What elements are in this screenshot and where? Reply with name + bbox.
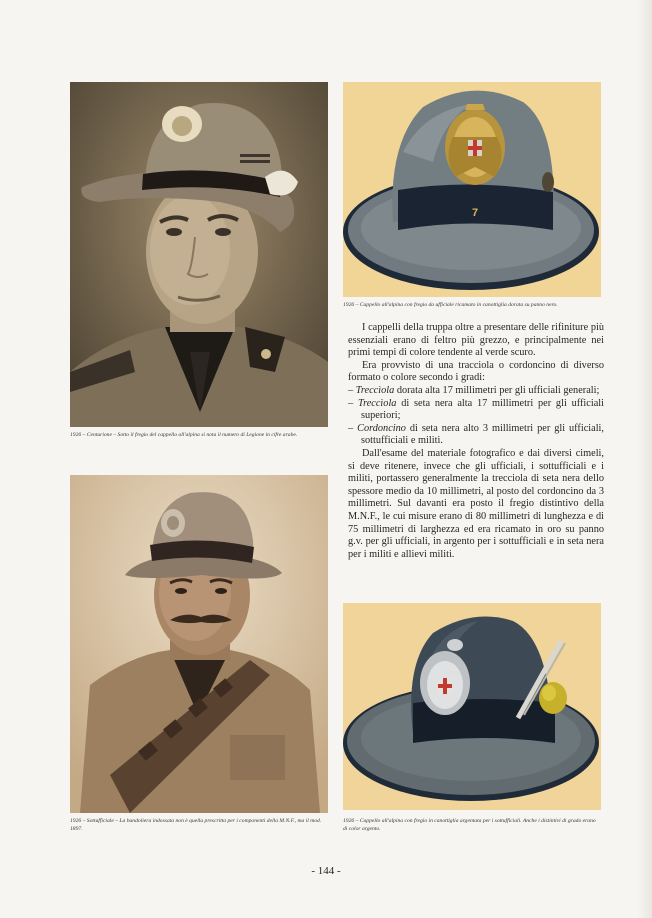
- caption-photo-bottom-right: 1926 – Cappello all'alpina con fregio in canottiglia argentata per i sottufficiali. Anche i distintivi di grado erano di color argento.: [343, 818, 596, 832]
- photo-nco-hat: [343, 603, 601, 810]
- paragraph: I cappelli della truppa oltre a presentare delle rifiniture più essenziali erano di feltro più grezzo, e principalmente nei primi tempi di colore tendente al verde scuro.: [348, 322, 604, 359]
- hat-number: 7: [471, 207, 479, 219]
- paragraph: Dall'esame del materiale fotografico e dai diversi cimeli, si deve ritenere, invece che gli ufficiali, i sottufficiali e i militi, portassero generalmente la trecciola di seta nera dello spessore medio da 10 millimetri, al posto del cordoncino da 3 millimetri. Sul davanti era posto il fregio distintivo della M.N.F., le cui misure erano di 80 millimetri di lunghezza e di 75 millimetri di larghezza ed era ricamato in oro su panno g.v. per gli ufficiali, in argento per i sottufficiali e in seta nera per i militi e allievi militi.: [348, 447, 604, 560]
- list-item: – Treccìola dorata alta 17 millimetri per gli ufficiali generali;: [348, 384, 600, 396]
- photo-centurione: [70, 82, 328, 427]
- list-item: – Cordoncino di seta nera alto 3 millimetri per gli ufficiali, sottufficiali e militi.: [348, 422, 604, 447]
- page-edge: [638, 0, 652, 918]
- list-item: – Treccìola di seta nera alta 17 millimetri per gli ufficiali superiori;: [348, 397, 604, 422]
- page-number: - 144 -: [311, 865, 341, 877]
- body-text: [348, 322, 604, 561]
- photo-officer-hat: [343, 82, 601, 297]
- paragraph: Era provvisto di una tracciola o cordoncino di diverso formato o colore secondo i gradi:: [348, 359, 604, 384]
- caption-photo-top-left: 1926 – Centurione – Sotto il fregio del cappello all'alpina si nota il numero di Legione in cifre arabe.: [70, 432, 298, 438]
- caption-photo-bottom-left: 1926 – Sottufficiale – La bandoliera indossata non è quella prescritta per i componenti della M.N.F., ma il mod. 1897.: [70, 818, 322, 832]
- caption-photo-top-right: 1926 – Cappello all'alpina con fregio da ufficiale ricamato in canottiglia dorata su panno nero.: [343, 302, 558, 308]
- photo-sottufficiale: [70, 475, 328, 813]
- rank-list: [348, 385, 604, 448]
